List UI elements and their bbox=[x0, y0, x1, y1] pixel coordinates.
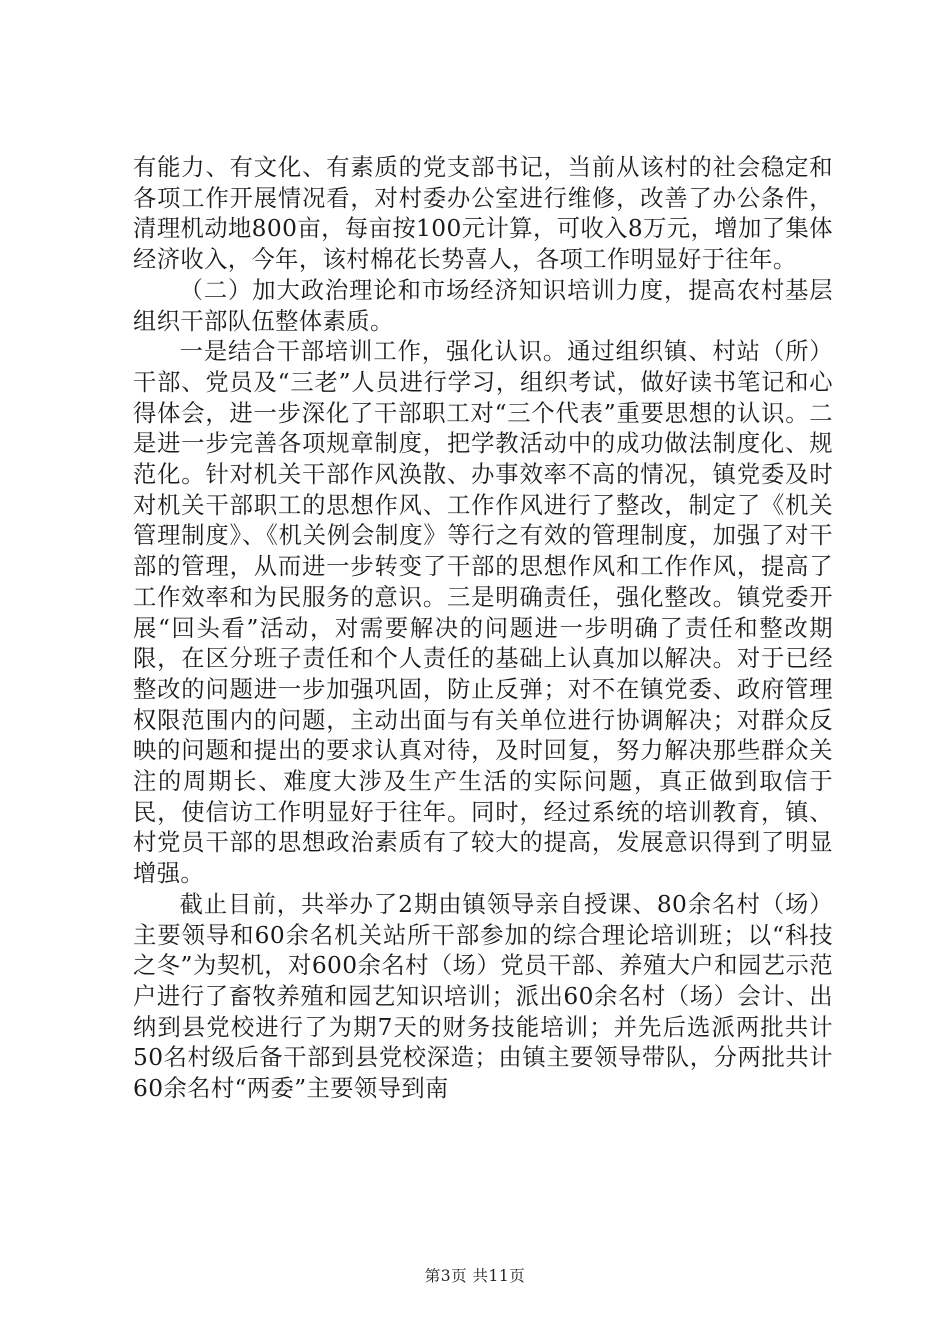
paragraph-continued: 有能力、有文化、有素质的党支部书记，当前从该村的社会稳定和各项工作开展情况看，对村委办公室进行维修，改善了办公条件，清理机动地800亩，每亩按100元计算，可收入8万元，增加了集体经济收入，今年，该村棉花长势喜人，各项工作明显好于往年。 bbox=[133, 154, 833, 274]
page-footer: 第3页 共11页 bbox=[424, 1267, 526, 1285]
document-body bbox=[133, 153, 833, 1105]
paragraph-section-heading: （二）加大政治理论和市场经济知识培训力度，提高农村基层组织干部队伍整体素质。 bbox=[133, 276, 833, 335]
paragraph-measures: 一是结合干部培训工作，强化认识。通过组织镇、村站（所）干部、党员及“三老”人员进行学习，组织考试，做好读书笔记和心得体会，进一步深化了干部职工对“三个代表”重要思想的认识。二是进一步完善各项规章制度，把学教活动中的成功做法制度化、规范化。针对机关干部作风涣散、办事效率不高的情况，镇党委及时对机关干部职工的思想作风、工作作风进行了整改，制定了《机关管理制度》、《机关例会制度》等行之有效的管理制度，加强了对干部的管理，从而进一步转变了干部的思想作风和工作作风，提高了工作效率和为民服务的意识。三是明确责任，强化整改。镇党委开展“回头看”活动，对需要解决的问题进一步明确了责任和整改期限，在区分班子责任和个人责任的基础上认真加以解决。对于已经整改的问题进一步加强巩固，防止反弹；对不在镇党委、政府管理权限范围内的问题，主动出面与有关单位进行协调解决；对群众反映的问题和提出的要求认真对待，及时回复，努力解决那些群众关注的周期长、难度大涉及生产生活的实际问题，真正做到取信于民，使信访工作明显好于往年。同时，经过系统的培训教育，镇、村党员干部的思想政治素质有了较大的提高，发展意识得到了明显增强。 bbox=[133, 338, 833, 888]
paragraph-training-summary: 截止目前，共举办了2期由镇领导亲自授课、80余名村（场）主要领导和60余名机关站所干部参加的综合理论培训班；以“科技之冬”为契机，对600余名村（场）党员干部、养殖大户和园艺示范户进行了畜牧养殖和园艺知识培训；派出60余名村（场）会计、出纳到县党校进行了为期7天的财务技能培训；并先后选派两批共计50名村级后备干部到县党校深造；由镇主要领导带队，分两批共计60余名村“两委”主要领导到南 bbox=[133, 890, 833, 1103]
